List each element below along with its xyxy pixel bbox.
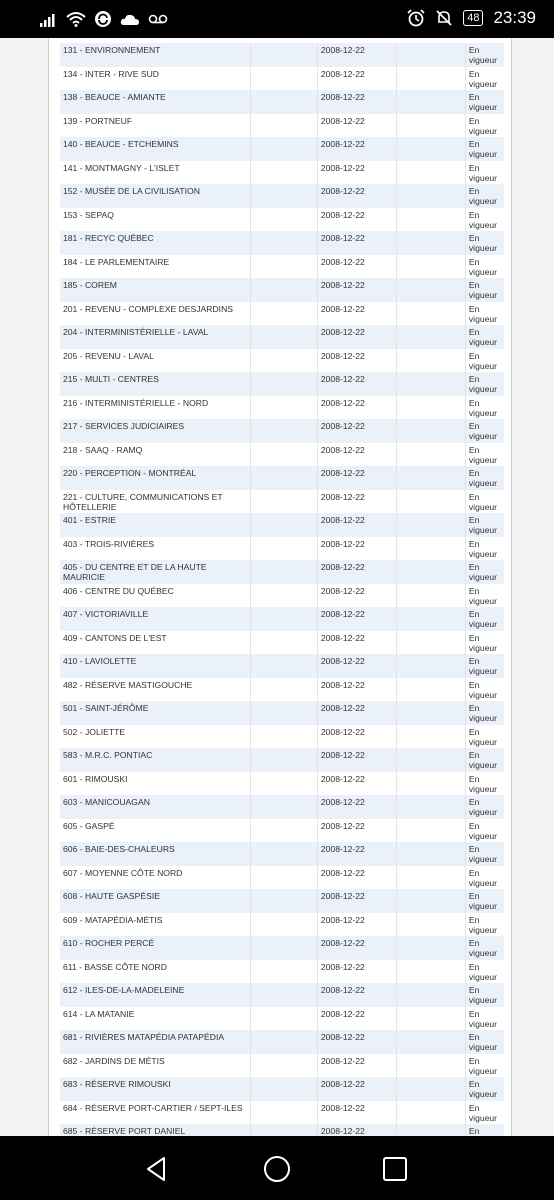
table-row — [60, 795, 504, 819]
row-date: 2008-12-22 — [317, 466, 396, 490]
row-empty-cell — [397, 90, 466, 114]
row-date: 2008-12-22 — [317, 90, 396, 114]
row-name: 608 - HAUTE GASPÉSIE — [60, 889, 251, 913]
row-status: En vigueur — [465, 255, 504, 279]
row-status: En vigueur — [465, 114, 504, 138]
row-status: En vigueur — [465, 396, 504, 420]
row-empty-cell — [251, 1007, 317, 1031]
table-row — [60, 607, 504, 631]
row-empty-cell — [397, 372, 466, 396]
row-date: 2008-12-22 — [317, 678, 396, 702]
row-date: 2008-12-22 — [317, 631, 396, 655]
back-icon[interactable] — [142, 1154, 172, 1184]
row-empty-cell — [251, 90, 317, 114]
row-status: En vigueur — [465, 913, 504, 937]
table-row — [60, 114, 504, 138]
row-empty-cell — [397, 772, 466, 796]
row-empty-cell — [251, 161, 317, 185]
row-name: 220 - PERCEPTION - MONTRÉAL — [60, 466, 251, 490]
row-status: En vigueur — [465, 302, 504, 326]
row-empty-cell — [397, 208, 466, 232]
row-status: En vigueur — [465, 325, 504, 349]
row-date: 2008-12-22 — [317, 67, 396, 91]
row-name: 185 - COREM — [60, 278, 251, 302]
row-empty-cell — [397, 466, 466, 490]
row-empty-cell — [251, 560, 317, 584]
row-empty-cell — [251, 983, 317, 1007]
row-date: 2008-12-22 — [317, 983, 396, 1007]
row-status: En vigueur — [465, 43, 504, 67]
row-status: En vigueur — [465, 584, 504, 608]
row-date: 2008-12-22 — [317, 443, 396, 467]
row-name: 610 - ROCHER PERCÉ — [60, 936, 251, 960]
row-empty-cell — [397, 1007, 466, 1031]
row-name: 612 - ILES-DE-LA-MADELEINE — [60, 983, 251, 1007]
row-date: 2008-12-22 — [317, 1077, 396, 1101]
table-row — [60, 255, 504, 279]
row-empty-cell — [397, 983, 466, 1007]
row-status: En vigueur — [465, 936, 504, 960]
row-empty-cell — [251, 255, 317, 279]
row-status: En vigueur — [465, 1007, 504, 1031]
table-row — [60, 725, 504, 749]
row-status: En vigueur — [465, 631, 504, 655]
row-status: En vigueur — [465, 772, 504, 796]
row-empty-cell — [251, 137, 317, 161]
row-empty-cell — [251, 748, 317, 772]
row-empty-cell — [397, 936, 466, 960]
row-date: 2008-12-22 — [317, 654, 396, 678]
row-name: 685 - RÉSERVE PORT DANIEL — [60, 1124, 251, 1148]
row-status: En vigueur — [465, 1077, 504, 1101]
row-date: 2008-12-22 — [317, 1124, 396, 1148]
row-empty-cell — [251, 184, 317, 208]
table-row — [60, 372, 504, 396]
row-empty-cell — [397, 819, 466, 843]
row-empty-cell — [251, 1030, 317, 1054]
table-row — [60, 889, 504, 913]
row-status: En vigueur — [465, 137, 504, 161]
row-status: En vigueur — [465, 607, 504, 631]
row-status: En vigueur — [465, 654, 504, 678]
row-empty-cell — [397, 913, 466, 937]
row-status: En vigueur — [465, 866, 504, 890]
row-empty-cell — [251, 701, 317, 725]
row-date: 2008-12-22 — [317, 560, 396, 584]
row-empty-cell — [251, 302, 317, 326]
row-empty-cell — [251, 349, 317, 373]
row-empty-cell — [251, 936, 317, 960]
row-date: 2008-12-22 — [317, 208, 396, 232]
row-empty-cell — [397, 255, 466, 279]
status-bar — [0, 0, 554, 38]
row-date: 2008-12-22 — [317, 795, 396, 819]
row-empty-cell — [251, 866, 317, 890]
row-empty-cell — [397, 607, 466, 631]
table-row — [60, 936, 504, 960]
row-empty-cell — [397, 325, 466, 349]
row-name: 184 - LE PARLEMENTAIRE — [60, 255, 251, 279]
row-name: 152 - MUSÉE DE LA CIVILISATION — [60, 184, 251, 208]
row-status: En vigueur — [465, 842, 504, 866]
table-row — [60, 960, 504, 984]
row-empty-cell — [397, 1030, 466, 1054]
table-row — [60, 513, 504, 537]
row-date: 2008-12-22 — [317, 231, 396, 255]
table-row — [60, 748, 504, 772]
row-empty-cell — [397, 396, 466, 420]
row-name: 201 - REVENU - COMPLEXE DESJARDINS — [60, 302, 251, 326]
row-empty-cell — [397, 443, 466, 467]
row-name: 683 - RÉSERVE RIMOUSKI — [60, 1077, 251, 1101]
row-date: 2008-12-22 — [317, 960, 396, 984]
row-date: 2008-12-22 — [317, 137, 396, 161]
row-empty-cell — [251, 396, 317, 420]
row-empty-cell — [397, 889, 466, 913]
row-empty-cell — [251, 443, 317, 467]
row-empty-cell — [397, 43, 466, 67]
row-status: En vigueur — [465, 889, 504, 913]
row-status: En vigueur — [465, 67, 504, 91]
row-name: 215 - MULTI - CENTRES — [60, 372, 251, 396]
row-name: 410 - LAVIOLETTE — [60, 654, 251, 678]
row-name: 406 - CENTRE DU QUÉBEC — [60, 584, 251, 608]
row-status: En vigueur — [465, 90, 504, 114]
row-status: En vigueur — [465, 560, 504, 584]
row-status: En vigueur — [465, 795, 504, 819]
row-empty-cell — [251, 231, 317, 255]
table-row — [60, 90, 504, 114]
row-date: 2008-12-22 — [317, 1030, 396, 1054]
table-row — [60, 1101, 504, 1125]
row-empty-cell — [251, 678, 317, 702]
row-status: En vigueur — [465, 372, 504, 396]
table-row — [60, 654, 504, 678]
row-name: 405 - DU CENTRE ET DE LA HAUTE MAURICIE — [60, 560, 251, 584]
row-name: 401 - ESTRIE — [60, 513, 251, 537]
row-empty-cell — [397, 161, 466, 185]
row-empty-cell — [251, 278, 317, 302]
table-row — [60, 537, 504, 561]
status-left-icons — [40, 10, 168, 28]
row-status: En vigueur — [465, 490, 504, 514]
row-empty-cell — [397, 67, 466, 91]
row-date: 2008-12-22 — [317, 161, 396, 185]
row-empty-cell — [397, 278, 466, 302]
alarm-icon — [407, 9, 425, 27]
row-name: 216 - INTERMINISTÉRIELLE - NORD — [60, 396, 251, 420]
table-row — [60, 1054, 504, 1078]
table-row — [60, 443, 504, 467]
row-empty-cell — [251, 43, 317, 67]
table-row — [60, 325, 504, 349]
row-name: 583 - M.R.C. PONTIAC — [60, 748, 251, 772]
row-name: 138 - BEAUCE - AMIANTE — [60, 90, 251, 114]
row-empty-cell — [251, 114, 317, 138]
row-status: En vigueur — [465, 443, 504, 467]
row-date: 2008-12-22 — [317, 184, 396, 208]
row-name: 141 - MONTMAGNY - L'ISLET — [60, 161, 251, 185]
web-page[interactable] — [0, 38, 554, 1136]
row-status: En vigueur — [465, 701, 504, 725]
row-empty-cell — [251, 1054, 317, 1078]
row-name: 601 - RIMOUSKI — [60, 772, 251, 796]
row-date: 2008-12-22 — [317, 607, 396, 631]
row-empty-cell — [251, 419, 317, 443]
row-empty-cell — [397, 654, 466, 678]
row-empty-cell — [397, 584, 466, 608]
row-empty-cell — [397, 490, 466, 514]
row-name: 218 - SAAQ - RAMQ — [60, 443, 251, 467]
row-empty-cell — [251, 584, 317, 608]
row-date: 2008-12-22 — [317, 114, 396, 138]
row-empty-cell — [397, 748, 466, 772]
row-date: 2008-12-22 — [317, 325, 396, 349]
row-name: 614 - LA MATANIE — [60, 1007, 251, 1031]
row-empty-cell — [397, 537, 466, 561]
row-date: 2008-12-22 — [317, 513, 396, 537]
row-empty-cell — [397, 1077, 466, 1101]
row-name: 409 - CANTONS DE L'EST — [60, 631, 251, 655]
row-empty-cell — [397, 842, 466, 866]
table-row — [60, 137, 504, 161]
row-date: 2008-12-22 — [317, 842, 396, 866]
row-empty-cell — [397, 678, 466, 702]
table-row — [60, 466, 504, 490]
table-row — [60, 631, 504, 655]
row-status: En vigueur — [465, 419, 504, 443]
row-empty-cell — [251, 631, 317, 655]
wifi-icon — [66, 11, 86, 27]
row-status: En vigueur — [465, 349, 504, 373]
row-empty-cell — [251, 607, 317, 631]
table-row — [60, 278, 504, 302]
row-name: 502 - JOLIETTE — [60, 725, 251, 749]
navigation-bar — [0, 1136, 554, 1200]
table-row — [60, 866, 504, 890]
row-name: 181 - RECYC QUÉBEC — [60, 231, 251, 255]
row-empty-cell — [251, 208, 317, 232]
table-row — [60, 161, 504, 185]
row-empty-cell — [251, 1101, 317, 1125]
row-empty-cell — [251, 372, 317, 396]
row-date: 2008-12-22 — [317, 584, 396, 608]
table-row — [60, 67, 504, 91]
row-date: 2008-12-22 — [317, 772, 396, 796]
row-empty-cell — [251, 513, 317, 537]
row-empty-cell — [397, 231, 466, 255]
row-name: 217 - SERVICES JUDICIAIRES — [60, 419, 251, 443]
row-date: 2008-12-22 — [317, 43, 396, 67]
row-name: 482 - RÉSERVE MASTIGOUCHE — [60, 678, 251, 702]
row-empty-cell — [251, 772, 317, 796]
table-row — [60, 490, 504, 514]
row-date: 2008-12-22 — [317, 1007, 396, 1031]
row-empty-cell — [397, 960, 466, 984]
row-date: 2008-12-22 — [317, 725, 396, 749]
row-empty-cell — [251, 842, 317, 866]
row-empty-cell — [251, 913, 317, 937]
row-date: 2008-12-22 — [317, 419, 396, 443]
row-empty-cell — [397, 302, 466, 326]
row-empty-cell — [397, 560, 466, 584]
row-empty-cell — [251, 1077, 317, 1101]
row-date: 2008-12-22 — [317, 866, 396, 890]
row-empty-cell — [397, 419, 466, 443]
row-date: 2008-12-22 — [317, 490, 396, 514]
data-table — [60, 43, 504, 1148]
row-name: 603 - MANICOUAGAN — [60, 795, 251, 819]
row-name: 501 - SAINT-JÉRÔME — [60, 701, 251, 725]
row-empty-cell — [251, 960, 317, 984]
row-status: En vigueur — [465, 725, 504, 749]
row-name: 684 - RÉSERVE PORT-CARTIER / SEPT-ILES — [60, 1101, 251, 1125]
table-row — [60, 913, 504, 937]
row-empty-cell — [397, 349, 466, 373]
row-status: En vigueur — [465, 960, 504, 984]
row-date: 2008-12-22 — [317, 349, 396, 373]
row-empty-cell — [397, 631, 466, 655]
row-name: 681 - RIVIÈRES MATAPÉDIA PATAPÉDIA — [60, 1030, 251, 1054]
row-name: 407 - VICTORIAVILLE — [60, 607, 251, 631]
row-empty-cell — [397, 137, 466, 161]
battery-icon: 48 — [463, 10, 483, 26]
row-date: 2008-12-22 — [317, 278, 396, 302]
row-status: En — [465, 1124, 504, 1148]
recents-icon[interactable] — [380, 1154, 410, 1184]
row-name: 134 - INTER - RIVE SUD — [60, 67, 251, 91]
table-row — [60, 208, 504, 232]
table-row — [60, 584, 504, 608]
table-row — [60, 983, 504, 1007]
row-date: 2008-12-22 — [317, 1101, 396, 1125]
row-date: 2008-12-22 — [317, 1054, 396, 1078]
row-empty-cell — [251, 537, 317, 561]
row-status: En vigueur — [465, 513, 504, 537]
row-name: 204 - INTERMINISTÉRIELLE - LAVAL — [60, 325, 251, 349]
table-row — [60, 184, 504, 208]
row-empty-cell — [251, 325, 317, 349]
row-status: En vigueur — [465, 1101, 504, 1125]
home-icon[interactable] — [262, 1154, 292, 1184]
table-row — [60, 678, 504, 702]
row-empty-cell — [397, 725, 466, 749]
table-row — [60, 772, 504, 796]
row-name: 609 - MATAPÉDIA-MÉTIS — [60, 913, 251, 937]
row-name: 153 - SEPAQ — [60, 208, 251, 232]
row-status: En vigueur — [465, 466, 504, 490]
row-status: En vigueur — [465, 231, 504, 255]
row-status: En vigueur — [465, 983, 504, 1007]
table-row — [60, 43, 504, 67]
row-status: En vigueur — [465, 278, 504, 302]
row-date: 2008-12-22 — [317, 302, 396, 326]
row-status: En vigueur — [465, 161, 504, 185]
table-row — [60, 1007, 504, 1031]
row-empty-cell — [251, 466, 317, 490]
cloud-icon — [120, 11, 140, 27]
row-empty-cell — [397, 1054, 466, 1078]
row-date: 2008-12-22 — [317, 936, 396, 960]
row-name: 611 - BASSE CÔTE NORD — [60, 960, 251, 984]
row-empty-cell — [251, 67, 317, 91]
row-name: 605 - GASPÉ — [60, 819, 251, 843]
row-status: En vigueur — [465, 208, 504, 232]
row-empty-cell — [397, 1101, 466, 1125]
status-right-icons — [407, 8, 536, 28]
row-date: 2008-12-22 — [317, 748, 396, 772]
row-empty-cell — [251, 490, 317, 514]
mute-icon — [435, 9, 453, 27]
row-date: 2008-12-22 — [317, 537, 396, 561]
row-status: En vigueur — [465, 678, 504, 702]
row-date: 2008-12-22 — [317, 396, 396, 420]
table-row — [60, 231, 504, 255]
table-row — [60, 349, 504, 373]
table-row — [60, 701, 504, 725]
table-row — [60, 842, 504, 866]
row-status: En vigueur — [465, 1054, 504, 1078]
table-row — [60, 419, 504, 443]
row-status: En vigueur — [465, 537, 504, 561]
row-empty-cell — [251, 819, 317, 843]
row-name: 140 - BEAUCE - ETCHEMINS — [60, 137, 251, 161]
row-empty-cell — [397, 701, 466, 725]
row-empty-cell — [251, 795, 317, 819]
row-date: 2008-12-22 — [317, 889, 396, 913]
sync-icon — [94, 10, 112, 28]
table-row — [60, 560, 504, 584]
row-name: 205 - REVENU - LAVAL — [60, 349, 251, 373]
table-row — [60, 1077, 504, 1101]
table-row — [60, 396, 504, 420]
row-date: 2008-12-22 — [317, 372, 396, 396]
row-date: 2008-12-22 — [317, 255, 396, 279]
row-date: 2008-12-22 — [317, 819, 396, 843]
row-empty-cell — [251, 725, 317, 749]
row-name: 682 - JARDINS DE MÉTIS — [60, 1054, 251, 1078]
row-name: 221 - CULTURE, COMMUNICATIONS ET HÔTELLERIE — [60, 490, 251, 514]
row-empty-cell — [397, 114, 466, 138]
row-status: En vigueur — [465, 184, 504, 208]
row-empty-cell — [397, 795, 466, 819]
row-status: En vigueur — [465, 1030, 504, 1054]
row-empty-cell — [397, 866, 466, 890]
row-name: 607 - MOYENNE CÔTE NORD — [60, 866, 251, 890]
signal-icon — [40, 11, 58, 27]
row-date: 2008-12-22 — [317, 701, 396, 725]
row-name: 131 - ENVIRONNEMENT — [60, 43, 251, 67]
row-date: 2008-12-22 — [317, 913, 396, 937]
row-empty-cell — [397, 513, 466, 537]
table-row — [60, 302, 504, 326]
table-row — [60, 819, 504, 843]
row-name: 403 - TROIS-RIVIÈRES — [60, 537, 251, 561]
row-empty-cell — [397, 184, 466, 208]
row-empty-cell — [251, 654, 317, 678]
voicemail-icon — [148, 13, 168, 25]
row-name: 139 - PORTNEUF — [60, 114, 251, 138]
clock: 23:39 — [493, 8, 536, 27]
row-status: En vigueur — [465, 748, 504, 772]
row-status: En vigueur — [465, 819, 504, 843]
table-row — [60, 1030, 504, 1054]
row-empty-cell — [251, 889, 317, 913]
row-name: 606 - BAIE-DES-CHALEURS — [60, 842, 251, 866]
